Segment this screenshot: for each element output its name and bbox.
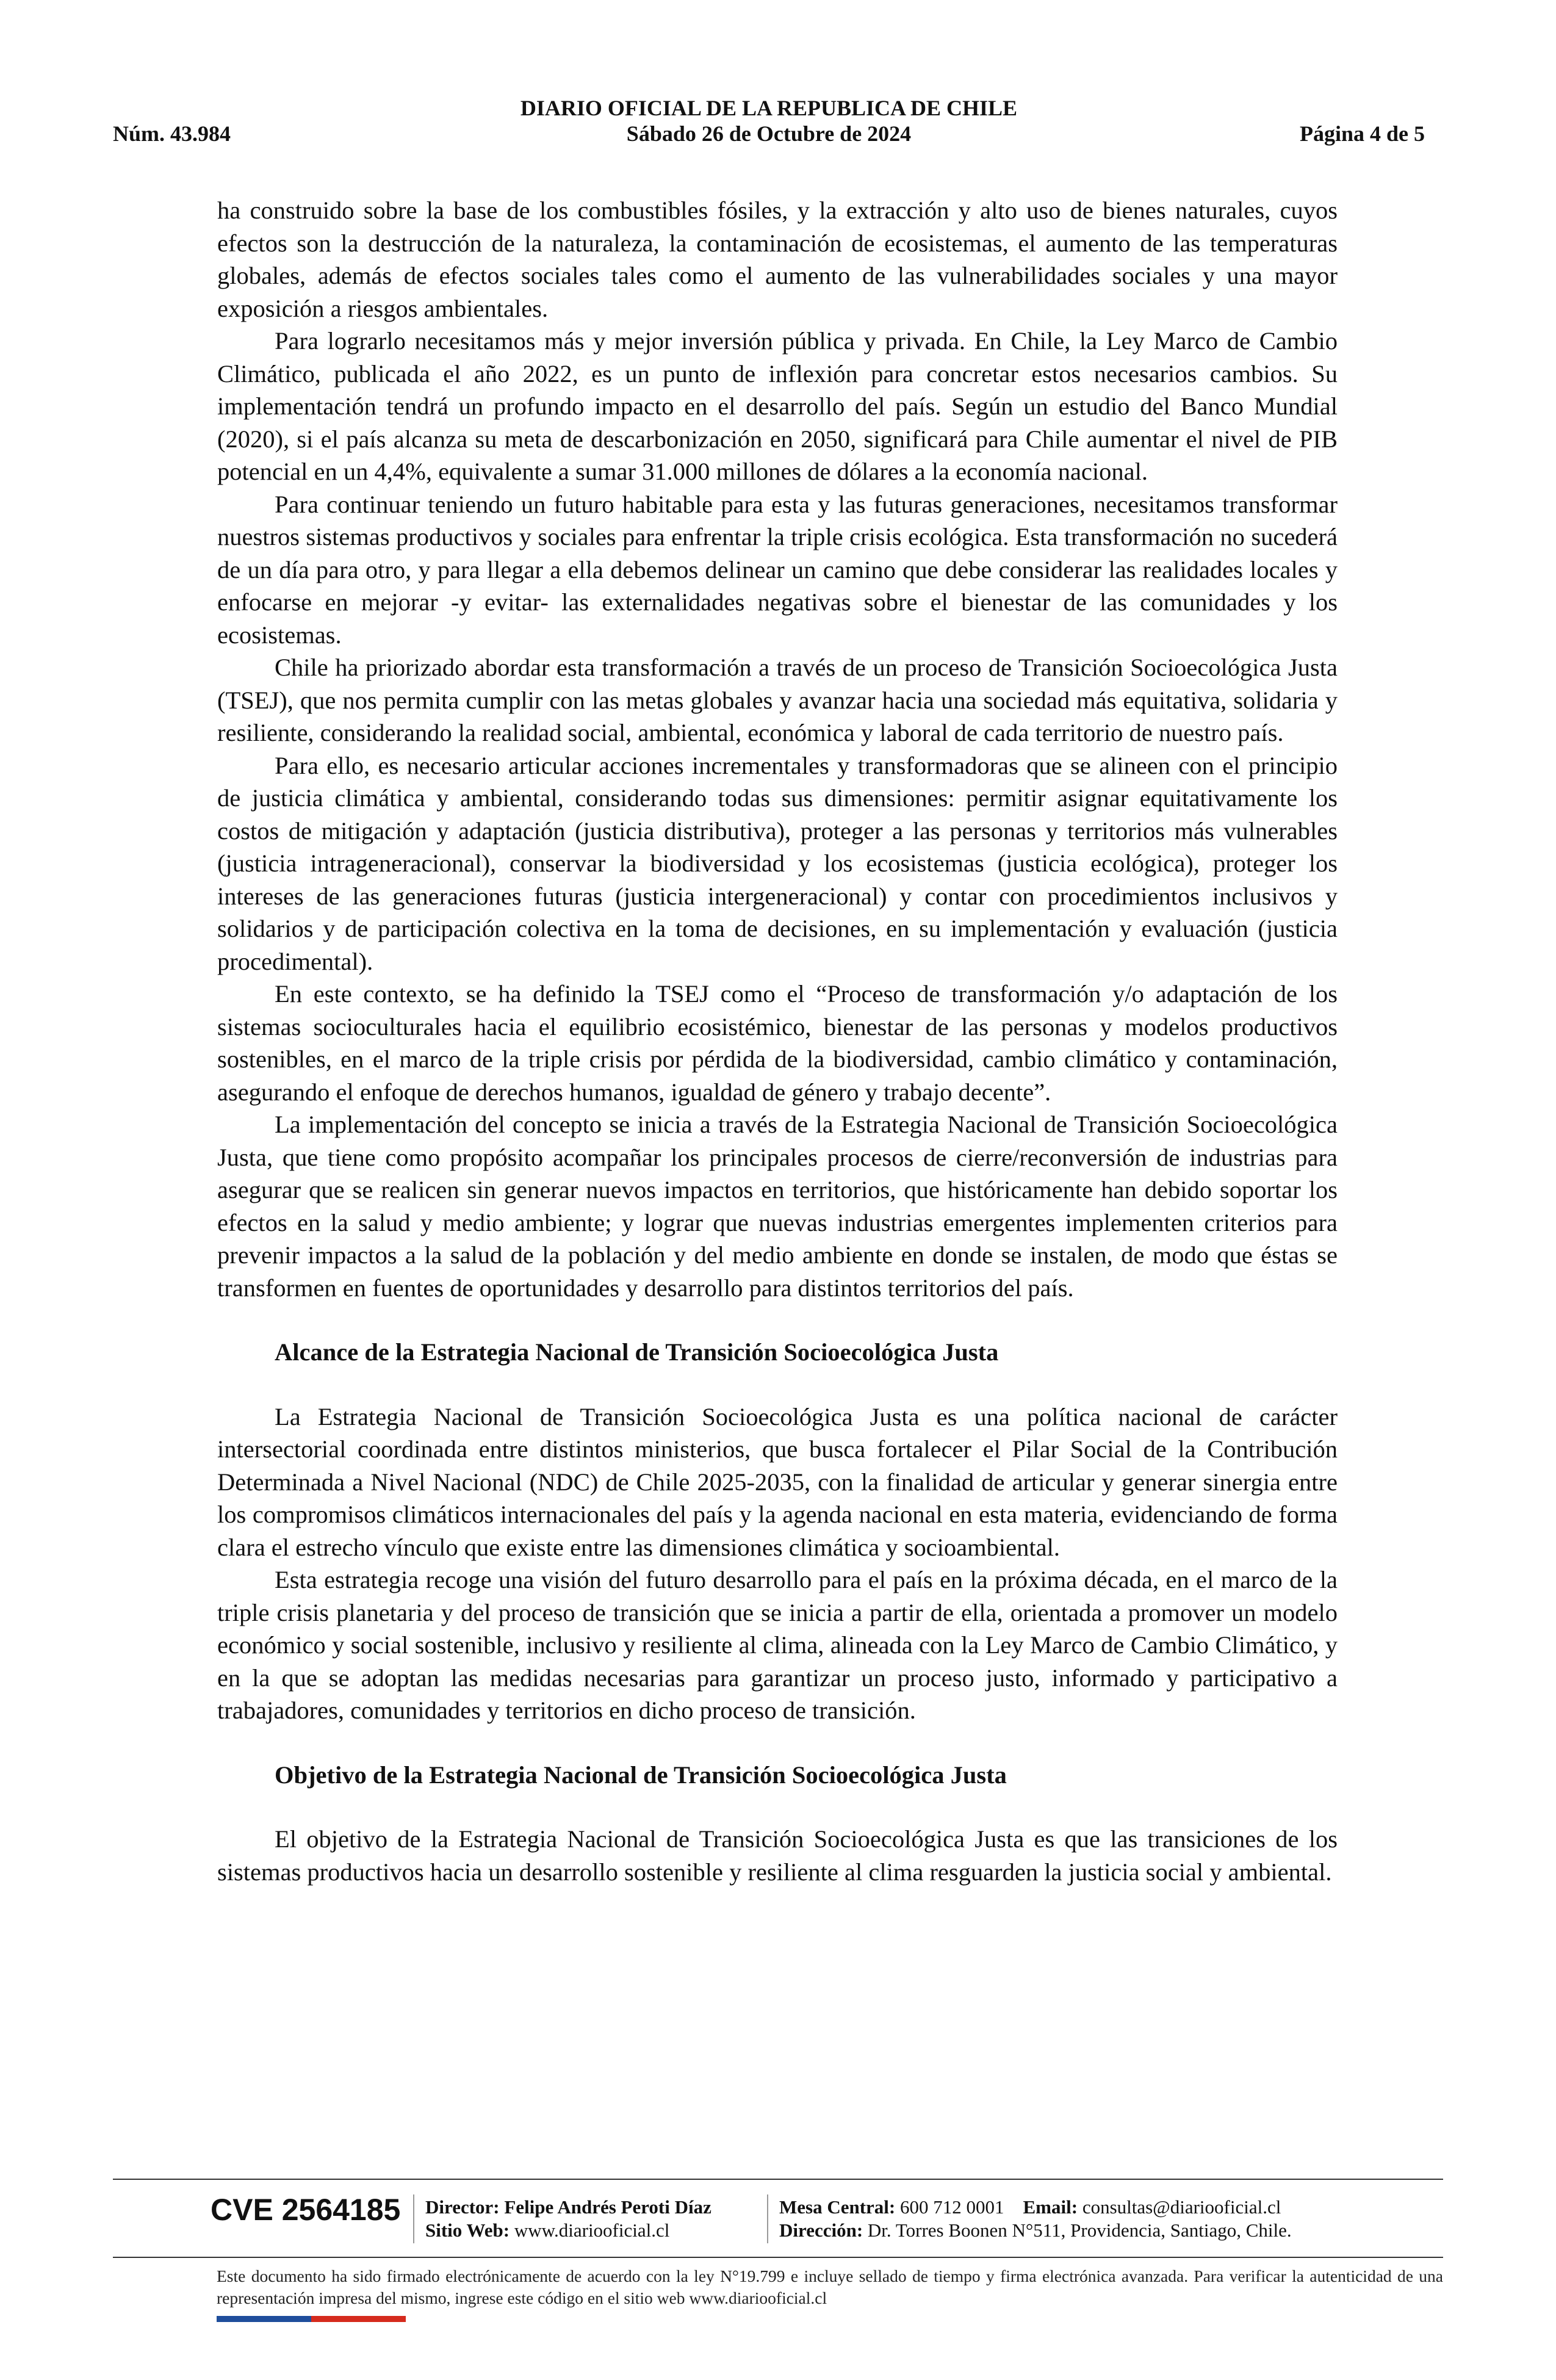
paragraph-3: Para continuar teniendo un futuro habitable para esta y las futuras generaciones, necesitamos transformar nuestros sistemas productivos y sociales para enfrentar la triple crisis ecológica. Esta transformación no sucederá de un día para otro, y para llegar a ella debemos delinear un camino que debe considerar las realidades locales y enfocarse en mejorar -y evitar- las externalidades negativas sobre el bienestar de las comunidades y los ecosistemas. [217, 490, 1338, 649]
email-link[interactable]: consultas@diariooficial.cl [1082, 2196, 1281, 2218]
paragraph-10: El objetivo de la Estrategia Nacional de Transición Socioecológica Justa es que las transiciones de los sistemas productivos hacia un desarrollo sostenible y resiliente al clima resguarden la justicia social y ambiental. [217, 1825, 1338, 1886]
paragraph-8: La Estrategia Nacional de Transición Socioecológica Justa es una política nacional de carácter intersectorial coordinada entre distintos ministerios, que busca fortalecer el Pilar Social de la Contribución Determinada a Nivel Nacional (NDC) de Chile 2025-2035, con la finalidad de articular y generar sinergia entre los compromisos climáticos internacionales del país y la agenda nacional en esta materia, evidenciando de forma clara el estrecho vínculo que existe entre las dimensiones climática y socioambiental. [217, 1402, 1338, 1561]
issue-date: Sábado 26 de Octubre de 2024 [626, 121, 912, 146]
address-value: Dr. Torres Boonen N°511, Providencia, Santiago, Chile. [867, 2220, 1292, 2241]
page-footer [113, 2179, 1443, 2356]
footer-contact-left [425, 2196, 711, 2242]
paragraph-1: ha construido sobre la base de los combustibles fósiles, y la extracción y alto uso de bienes naturales, cuyos efectos son la destrucción de la naturaleza, la contaminación de ecosistemas, el aumento de las temperaturas globales, además de efectos sociales tales como el aumento de las vulnerabilidades sociales y una mayor exposición a riesgos ambientales. [217, 197, 1338, 322]
paragraph-7: La implementación del concepto se inicia a través de la Estrategia Nacional de Transición Socioecológica Justa, que tiene como propósito acompañar los principales procesos de cierre/reconversión de industrias para asegurar que se realicen sin generar nuevos impactos en territorios, que históricamente han debido soportar los efectos en la salud y medio ambiente; y lograr que nuevas industrias emergentes implementen criterios para prevenir impactos a la salud de la población y del medio ambiente en donde se instalen, de modo que éstas se transformen en fuentes de oportunidades y desarrollo para distintos territorios del país. [217, 1111, 1338, 1302]
paragraph-6: En este contexto, se ha definido la TSEJ como el “Proceso de transformación y/o adaptación de los sistemas socioculturales hacia el equilibrio ecosistémico, bienestar de las personas y modelos productivos sostenibles, en el marco de la triple crisis por pérdida de la biodiversidad, cambio climático y contaminación, asegurando el enfoque de derechos humanos, igualdad de género y trabajo decente”. [217, 980, 1338, 1106]
article-body [217, 194, 1338, 1888]
header-meta-row [113, 121, 1425, 150]
page-header [113, 95, 1425, 150]
footer-divider-mid [113, 2257, 1443, 2258]
signature-disclaimer: Este documento ha sido firmado electrónicamente de acuerdo con la ley N°19.799 e incluye sellado de tiempo y firma electrónica avanzada. Para verificar la autenticidad de una representación impresa del mismo, ingrese este código en el sitio web www.diariooficial.cl [217, 2266, 1443, 2307]
issue-number: Núm. 43.984 [113, 121, 231, 146]
paragraph-5: Para ello, es necesario articular acciones incrementales y transformadoras que se alineen con el principio de justicia climática y ambiental, considerando todas sus dimensiones: permitir asignar equitativamente los costos de mitigación y adaptación (justicia distributiva), proteger a las personas y territorios más vulnerables (justicia intrageneracional), conservar la biodiversidad y los ecosistemas (justicia ecológica), proteger los intereses de las generaciones futuras (justicia intergeneracional) y contar con procedimientos inclusivos y solidarios y de participación colectiva en la toma de decisiones, en su implementación y evaluación (justicia procedimental). [217, 751, 1338, 975]
chile-flag-bar [217, 2316, 406, 2322]
flag-blue-segment [217, 2316, 311, 2322]
flag-red-segment [311, 2316, 406, 2322]
footer-separator [767, 2194, 768, 2243]
website-label: Sitio Web: [425, 2220, 510, 2241]
mesa-central-label: Mesa Central: [779, 2196, 896, 2218]
cve-code: CVE 2564185 [211, 2193, 401, 2227]
director-label: Director: [425, 2196, 500, 2218]
newspaper-title: DIARIO OFICIAL DE LA REPUBLICA DE CHILE [520, 96, 1018, 120]
footer-divider-top [113, 2179, 1443, 2180]
website-link[interactable]: www.diariooficial.cl [514, 2220, 670, 2241]
section-heading-alcance: Alcance de la Estrategia Nacional de Transición Socioecológica Justa [275, 1338, 999, 1366]
page-number: Página 4 de 5 [1299, 121, 1425, 146]
address-label: Dirección: [779, 2220, 863, 2241]
paragraph-4: Chile ha priorizado abordar esta transformación a través de un proceso de Transición Socioecológica Justa (TSEJ), que nos permita cumplir con las metas globales y avanzar hacia una sociedad más equitativa, solidaria y resiliente, considerando la realidad social, ambiental, económica y laboral de cada territorio de nuestro país. [217, 654, 1338, 746]
footer-contact-right [779, 2196, 1292, 2242]
footer-separator [413, 2194, 414, 2243]
director-name: Felipe Andrés Peroti Díaz [504, 2196, 711, 2218]
mesa-central-phone: 600 712 0001 [900, 2196, 1004, 2218]
paragraph-2: Para lograrlo necesitamos más y mejor inversión pública y privada. En Chile, la Ley Marco de Cambio Climático, publicada el año 2022, es un punto de inflexión para concretar estos necesarios cambios. Su implementación tendrá un profundo impacto en el desarrollo del país. Según un estudio del Banco Mundial (2020), si el país alcanza su meta de descarbonización en 2050, significará para Chile aumentar el nivel de PIB potencial en un 4,4%, equivalente a sumar 31.000 millones de dólares a la economía nacional. [217, 327, 1338, 485]
paragraph-9: Esta estrategia recoge una visión del futuro desarrollo para el país en la próxima década, en el marco de la triple crisis planetaria y del proceso de transición que se inicia a partir de ella, orientada a promover un modelo económico y social sostenible, inclusivo y resiliente al clima, alineada con la Ley Marco de Cambio Climático, y en la que se adoptan las medidas necesarias para garantizar un proceso justo, informado y participativo a trabajadores, comunidades y territorios en dicho proceso de transición. [217, 1566, 1338, 1724]
section-heading-objetivo: Objetivo de la Estrategia Nacional de Transición Socioecológica Justa [275, 1761, 1007, 1789]
email-label: Email: [1023, 2196, 1078, 2218]
